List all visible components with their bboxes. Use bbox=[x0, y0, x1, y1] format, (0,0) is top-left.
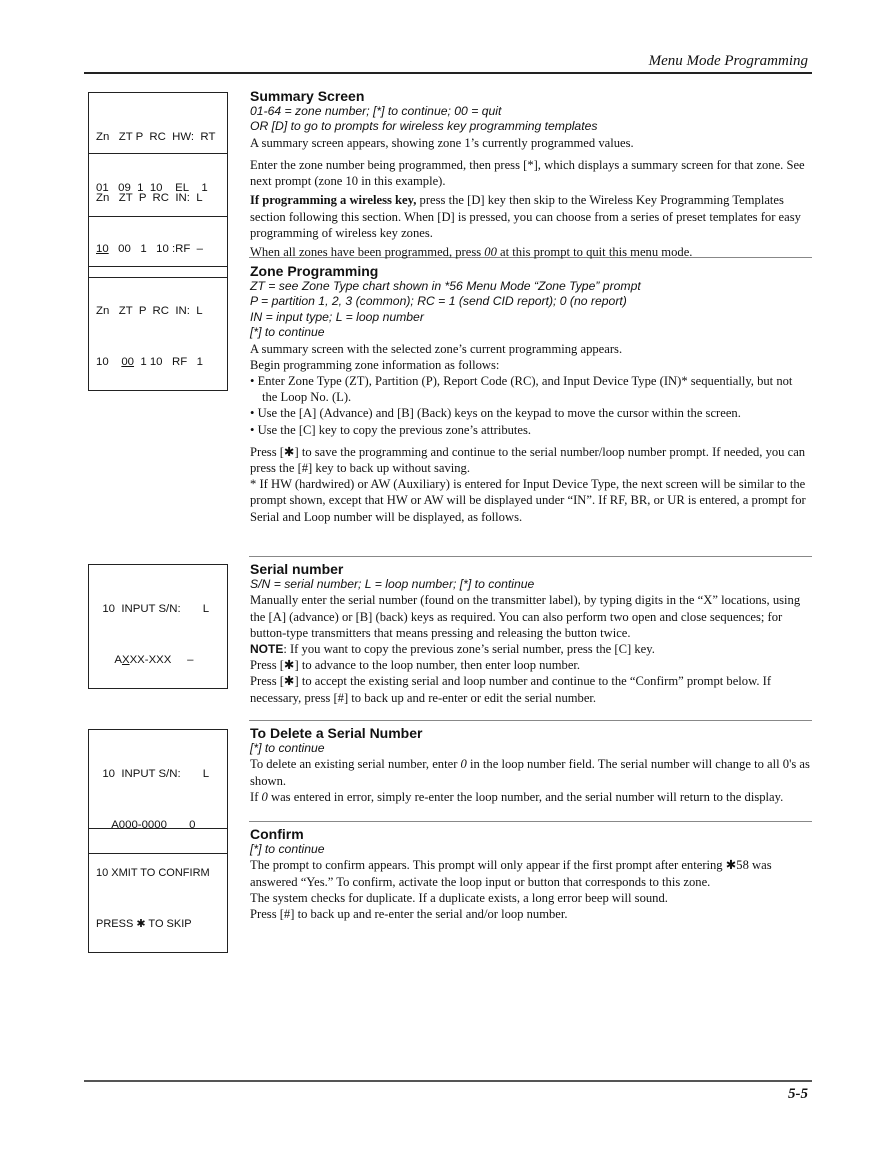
lcd-line-2-start: A bbox=[96, 654, 122, 666]
lcd-line-1: Zn ZT P RC HW: RT bbox=[96, 131, 216, 143]
paragraph: A summary screen appears, showing zone 1’s currently programmed values. bbox=[250, 135, 634, 150]
lcd-line-2-rest: 00 1 10 :RF – bbox=[108, 243, 204, 255]
section-summary-screen bbox=[250, 88, 810, 260]
bold-lead: If programming a wireless key, bbox=[250, 193, 417, 208]
paragraph: The prompt to confirm appears. This prompt will only appear if the first prompt after entering ✱58 was answered “Yes.” To confirm, activate the loop input or button that corresponds to this zone. bbox=[250, 858, 772, 889]
running-header: Menu Mode Programming bbox=[648, 53, 808, 69]
lcd-line-1: 10 INPUT S/N: L bbox=[96, 768, 210, 780]
paragraph: Press [✱] to accept the existing serial and loop number and continue to the “Confirm” prompt below. If necessary, press [#] to back up and re-enter or edit the serial number. bbox=[250, 674, 772, 705]
prompt-legend: S/N = serial number; L = loop number; [*] to continue bbox=[250, 577, 535, 591]
paragraph bbox=[250, 192, 810, 241]
section-title: Confirm bbox=[250, 826, 304, 842]
paragraph-text: at this prompt to quit this menu mode. bbox=[496, 245, 693, 260]
italic-value: 00 bbox=[484, 245, 497, 260]
section-title: Summary Screen bbox=[250, 88, 365, 104]
prompt-legend: OR [D] to go to prompts for wireless key programming templates bbox=[250, 119, 598, 134]
prompt-legend: 01-64 = zone number; [*] to continue; 00 = quit bbox=[250, 104, 502, 118]
note bbox=[250, 641, 810, 657]
prompt-legend: IN = input type; L = loop number bbox=[250, 309, 424, 324]
section-serial-number bbox=[250, 561, 810, 706]
note-label: NOTE bbox=[250, 642, 284, 657]
section-title: Zone Programming bbox=[250, 263, 379, 279]
list-item: • Enter Zone Type (ZT), Partition (P), Report Code (RC), and Input Device Type (IN)* sequentially, but not the Loop No. (L). bbox=[250, 373, 810, 405]
lcd-zone-programming bbox=[88, 266, 228, 391]
lcd-line-2: PRESS ✱ TO SKIP bbox=[96, 918, 192, 930]
prompt-legend: ZT = see Zone Type chart shown in *56 Menu Mode “Zone Type” prompt bbox=[250, 279, 641, 293]
bullet-list bbox=[250, 373, 810, 438]
lcd-line-2: 01 09 1 10 EL 1 bbox=[96, 182, 208, 194]
lcd-confirm bbox=[88, 828, 228, 953]
paragraph-text: When all zones have been programmed, press bbox=[250, 245, 485, 260]
paragraph: * If HW (hardwired) or AW (Auxiliary) is entered for Input Device Type, the next screen will be similar to the prompt shown, except that HW or AW will be displayed under “IN”. If RF, BR, or UR is entered, a prompt for Serial and Loop number will be displayed, as follows. bbox=[250, 477, 806, 524]
paragraph: Press [✱] to advance to the loop number, then enter loop number. bbox=[250, 658, 581, 673]
lcd-line-1: 10 XMIT TO CONFIRM bbox=[96, 867, 210, 879]
paragraph: Begin programming zone information as follows: bbox=[250, 357, 500, 372]
lcd-cursor-field: 10 bbox=[96, 243, 109, 255]
section-title: Serial number bbox=[250, 561, 344, 577]
lcd-line-1: Zn ZT P RC IN: L bbox=[96, 192, 203, 204]
paragraph bbox=[250, 244, 810, 260]
lcd-line-2-end: XX-XXX – bbox=[129, 654, 194, 666]
paragraph bbox=[250, 756, 810, 788]
paragraph: Press [✱] to save the programming and continue to the serial number/loop number prompt. If needed, you can press the [#] key to back up without saving. bbox=[250, 444, 806, 476]
list-item: • Use the [A] (Advance) and [B] (Back) keys on the keypad to move the cursor within the screen. bbox=[250, 405, 810, 421]
paragraph-text: If bbox=[250, 789, 262, 804]
section-divider bbox=[249, 821, 812, 822]
lcd-cursor-field: X bbox=[121, 654, 130, 666]
section-delete-serial bbox=[250, 725, 810, 805]
paragraph-text: in the loop number field. The serial number will change to all 0's as shown. bbox=[250, 757, 810, 788]
prompt-legend: [*] to continue bbox=[250, 325, 325, 340]
section-zone-programming bbox=[250, 263, 810, 525]
paragraph: Press [#] to back up and re-enter the serial and/or loop number. bbox=[250, 907, 568, 922]
page-number: 5-5 bbox=[788, 1086, 808, 1102]
paragraph-text: To delete an existing serial number, enter bbox=[250, 757, 461, 772]
paragraph: A summary screen with the selected zone’s current programming appears. bbox=[250, 341, 623, 356]
footer-rule bbox=[84, 1080, 812, 1082]
paragraph bbox=[250, 789, 810, 805]
lcd-line-1: Zn ZT P RC IN: L bbox=[96, 305, 203, 317]
header-rule bbox=[84, 72, 812, 74]
paragraph: Enter the zone number being programmed, then press [*], which displays a summary screen for that zone. See next prompt (zone 10 in this example). bbox=[250, 158, 805, 189]
list-item: • Use the [C] key to copy the previous zone’s attributes. bbox=[250, 422, 810, 438]
italic-value: 0 bbox=[261, 789, 268, 804]
prompt-legend: [*] to continue bbox=[250, 741, 325, 755]
lcd-line-2 bbox=[96, 354, 227, 371]
italic-value: 0 bbox=[460, 757, 467, 772]
section-divider bbox=[249, 556, 812, 557]
lcd-line-2: A000-0000 0 bbox=[96, 819, 196, 831]
paragraph: The system checks for duplicate. If a duplicate exists, a long error beep will sound. bbox=[250, 890, 668, 905]
lcd-cursor-field: 00 bbox=[121, 356, 135, 368]
paragraph-text: press the [D] key then skip to the Wireless Key Programming Templates section following this section. When [D] is pressed, you can choose from a series of preset templates for easy programming of wireless key zones. bbox=[250, 193, 801, 240]
lcd-line-2 bbox=[96, 652, 227, 669]
lcd-line-2-end: 1 10 RF 1 bbox=[134, 356, 204, 368]
note-text: : If you want to copy the previous zone’s serial number, press the [C] key. bbox=[283, 642, 655, 657]
prompt-legend: P = partition 1, 2, 3 (common); RC = 1 (send CID report); 0 (no report) bbox=[250, 294, 627, 309]
section-confirm bbox=[250, 826, 810, 922]
lcd-zone-10-summary bbox=[88, 153, 228, 278]
lcd-line-1: 10 INPUT S/N: L bbox=[96, 603, 210, 615]
section-title: To Delete a Serial Number bbox=[250, 725, 423, 741]
paragraph-text: was entered in error, simply re-enter the loop number, and the serial number will return to the display. bbox=[267, 789, 784, 804]
lcd-line-2-start: 10 bbox=[96, 356, 122, 368]
prompt-legend: [*] to continue bbox=[250, 842, 325, 856]
lcd-line-2 bbox=[96, 241, 227, 258]
lcd-serial-number bbox=[88, 564, 228, 689]
paragraph: Manually enter the serial number (found on the transmitter label), by typing digits in the “X” locations, using the [A] (advance) or [B] (back) keys as required. You can also perform two open and close sequences; for button-type transmitters that means pressing and releasing the button twice. bbox=[250, 593, 801, 640]
section-divider bbox=[249, 720, 812, 721]
